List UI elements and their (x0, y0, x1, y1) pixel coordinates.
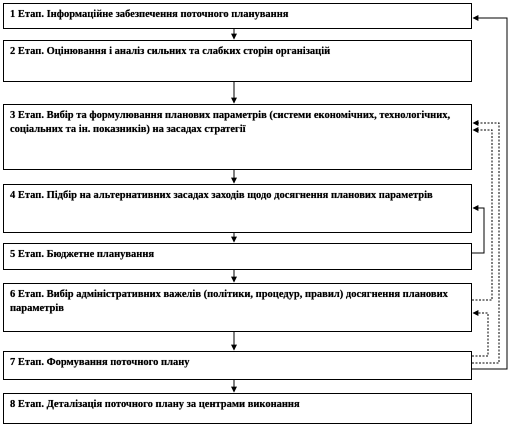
stage-8-label: 8 Етап. Деталізація поточного плану за центрами виконання (10, 399, 300, 410)
feedback-7-to-1 (472, 18, 507, 369)
feedback-7-to-3 (472, 123, 499, 363)
stage-2-label: 2 Етап. Оцінювання і аналіз сильних та слабких сторін організацій (10, 46, 331, 57)
stage-1-box (3, 3, 472, 29)
stage-2-box (3, 40, 472, 82)
stage-3-box (3, 104, 472, 170)
stage-8-box (3, 393, 472, 424)
stage-6-box (3, 283, 472, 332)
stage-7-box (3, 351, 472, 380)
stage-3-label: 3 Етап. Вибір та формулювання планових параметрів (системи економічних, технологічних, соціальних та ін. показників) на засадах стратегії (10, 110, 451, 135)
feedback-5-to-4 (472, 208, 484, 253)
stage-1-label: 1 Етап. Інформаційне забезпечення поточного планування (10, 9, 289, 20)
feedback-7-to-6 (472, 313, 488, 356)
feedback-6-to-3 (472, 130, 492, 300)
stage-5-label: 5 Етап. Бюджетне планування (10, 249, 155, 260)
stage-7-label: 7 Етап. Формування поточного плану (10, 357, 190, 368)
stage-4-label: 4 Етап. Підбір на альтернативних засадах заходів щодо досягнення планових параметрів (10, 190, 433, 201)
stage-6-label: 6 Етап. Вибір адміністративних важелів (політики, процедур, правил) досягнення планових параметрів (10, 289, 448, 314)
stage-5-box (3, 243, 472, 270)
stage-4-box (3, 184, 472, 233)
